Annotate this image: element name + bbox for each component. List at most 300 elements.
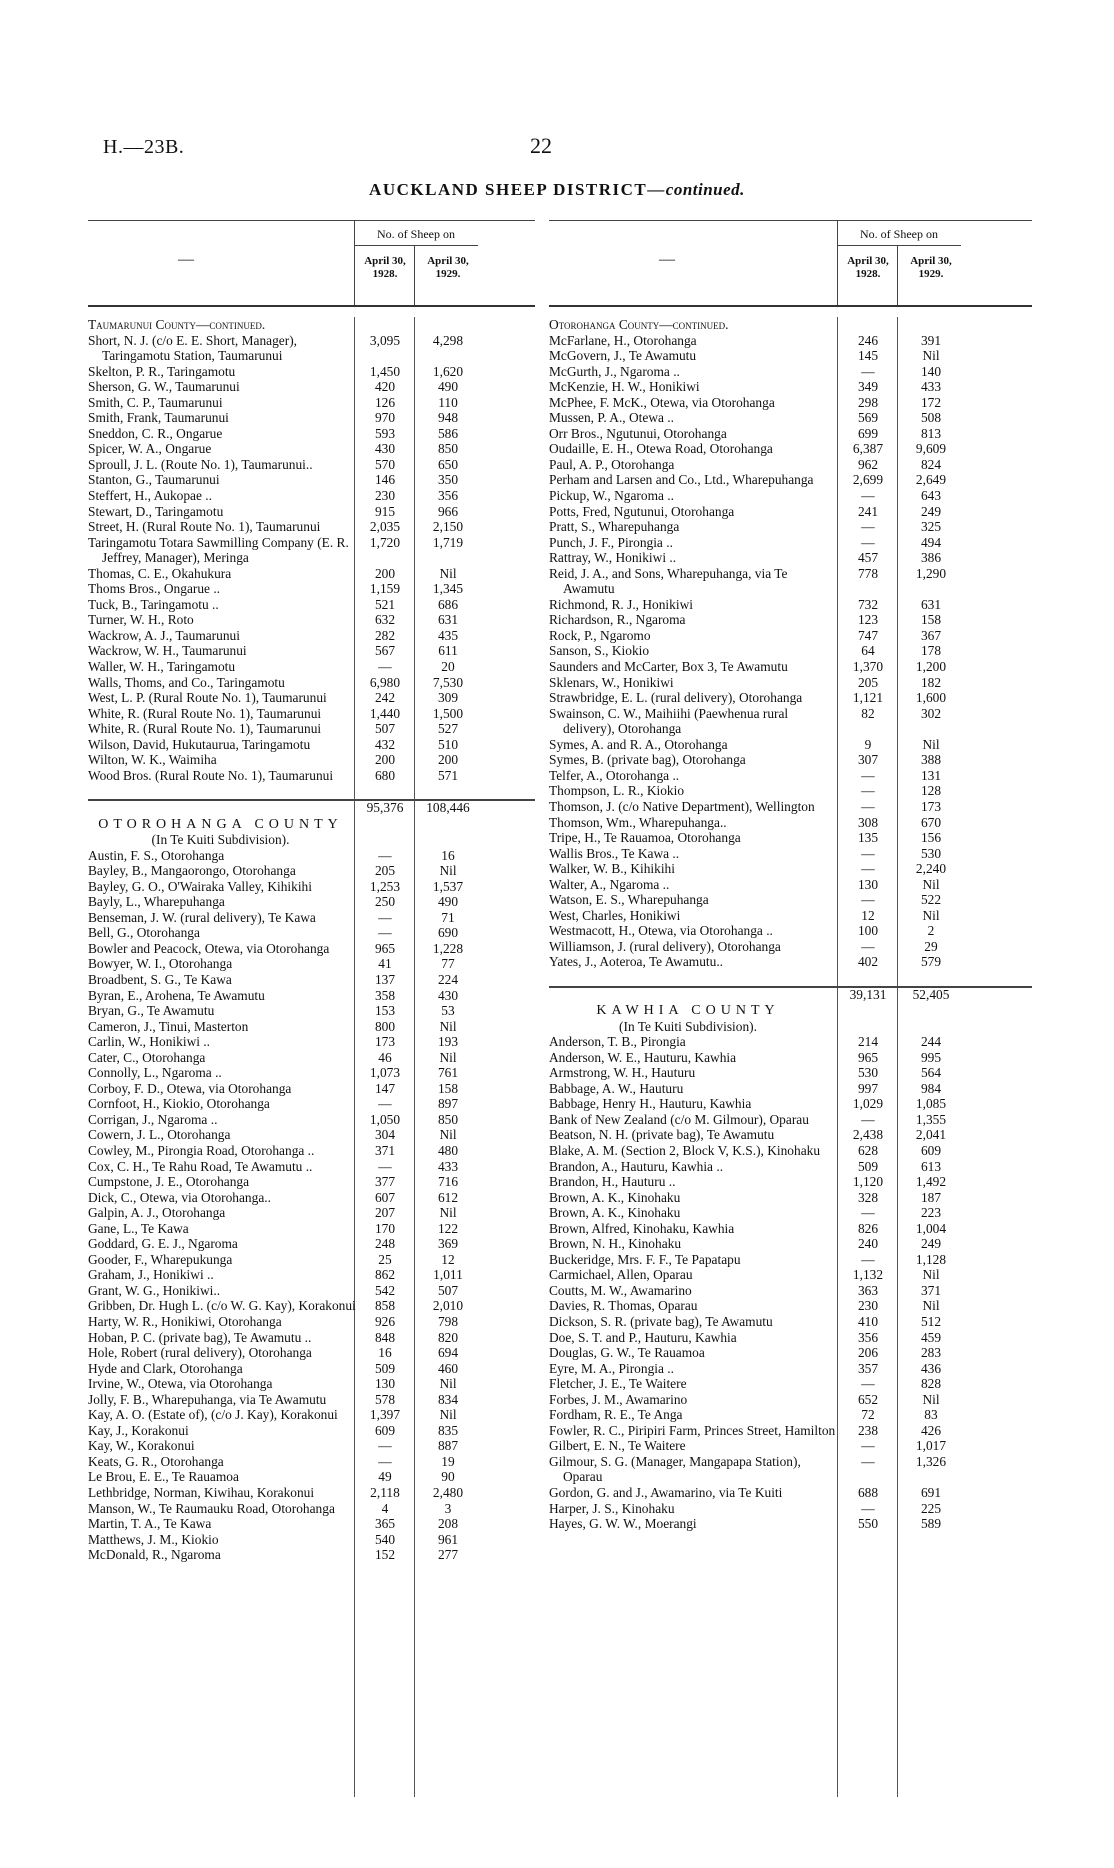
sheep-count-1928: 377 [374, 1174, 396, 1190]
sheep-count-1928: 205 [374, 863, 396, 879]
table-row [549, 1236, 1032, 1252]
sheep-count-1928: 3,095 [369, 332, 401, 348]
sheep-count-1929: 309 [437, 690, 459, 706]
sheep-count-1929: 631 [920, 596, 942, 612]
table-row [549, 690, 1032, 706]
sheep-count-1928: 848 [374, 1329, 396, 1345]
sheep-count-1929: 494 [920, 534, 942, 550]
sheep-count-1928: 542 [374, 1282, 396, 1298]
sheep-count-1929: 426 [920, 1422, 942, 1438]
table-row [549, 1159, 1032, 1175]
owner-name: Richmond, R. J., Honikiwi [549, 596, 693, 612]
table-row [88, 426, 535, 442]
owner-name: Walls, Thoms, and Co., Taringamotu [88, 674, 285, 690]
sheep-count-1928: 1,720 [369, 534, 401, 550]
sheep-count-1928: 365 [374, 1516, 396, 1532]
table-row [88, 721, 535, 737]
owner-name: Rattray, W., Honikiwi .. [549, 550, 677, 566]
section-continued-heading [549, 317, 1032, 333]
sheep-count-1928: 688 [857, 1485, 879, 1501]
column-header-1928: April 30, 1928. [364, 255, 406, 280]
table-row [88, 1034, 535, 1050]
owner-name: Sproull, J. L. (Route No. 1), Taumarunui.. [88, 456, 313, 472]
sheep-count-1929: 200 [437, 752, 459, 768]
owner-name: Harty, W. R., Honikiwi, Otorohanga [88, 1314, 282, 1329]
sheep-count-1928: 1,370 [852, 659, 884, 675]
owner-name: Smith, C. P., Taumarunui [88, 394, 223, 410]
sheep-count-1929: 1,345 [432, 581, 464, 597]
owner-name: Beatson, N. H. (private bag), Te Awamutu [549, 1127, 775, 1143]
sheep-count-1929: 367 [920, 627, 942, 643]
sheep-count-1928: 200 [374, 752, 396, 768]
table-row [88, 628, 535, 644]
owner-name: Babbage, Henry H., Hauturu, Kawhia [549, 1096, 752, 1112]
owner-name: Grant, W. G., Honikiwi.. [88, 1282, 221, 1298]
sheep-count-1928: — [861, 783, 875, 799]
owner-name: Oudaille, E. H., Otewa Road, Otorohanga [549, 441, 773, 457]
sheep-count-1929: 53 [441, 1003, 455, 1019]
sheep-count-1928: 126 [374, 394, 396, 410]
sheep-count-1929: 897 [437, 1096, 459, 1112]
owner-name: Perham and Larsen and Co., Ltd., Wharepuhanga [549, 472, 814, 488]
table-row [88, 1423, 535, 1439]
sheep-count-1929: 459 [920, 1329, 942, 1345]
table-row [88, 1485, 535, 1501]
table-row [88, 988, 535, 1004]
sheep-count-1929: 1,085 [915, 1096, 947, 1112]
sheep-count-1928: — [378, 1158, 392, 1174]
sheep-count-1929: 835 [437, 1422, 459, 1438]
table-row [549, 488, 1032, 504]
owner-name: Williamson, J. (rural delivery), Otorohanga [549, 938, 781, 954]
owner-name: Symes, A. and R. A., Otorohanga [549, 736, 728, 752]
owner-name: Davies, R. Thomas, Oparau [549, 1298, 698, 1314]
table-row [549, 1174, 1032, 1190]
owner-name: Swainson, C. W., Maihiihi (Paewhenua rural delivery), Otorohanga [549, 705, 789, 737]
sheep-count-1929: Nil [922, 1298, 940, 1314]
sheep-count-1928: 609 [374, 1422, 396, 1438]
table-row [88, 956, 535, 972]
sheep-count-1929: 586 [437, 425, 459, 441]
table-row [88, 1174, 535, 1190]
sheep-count-1928: 800 [374, 1018, 396, 1034]
sheep-count-1929: 391 [920, 332, 942, 348]
owner-name: Walter, A., Ngaroma .. [549, 876, 670, 892]
table-row [549, 1330, 1032, 1346]
table-row [549, 441, 1032, 457]
owner-name: Dickson, S. R. (private bag), Te Awamutu [549, 1314, 773, 1329]
owner-name: Wood Bros. (Rural Route No. 1), Taumarunui [88, 767, 334, 783]
sheep-count-1928: 200 [374, 565, 396, 581]
sheep-count-1929: 173 [920, 798, 942, 814]
sheep-count-1928: 100 [857, 923, 879, 939]
sheep-count-1929: 510 [437, 736, 459, 752]
table-row [549, 877, 1032, 893]
sheep-count-1928: 1,159 [369, 581, 401, 597]
table-row [88, 1547, 535, 1563]
table-row [549, 752, 1032, 768]
owner-name: Anderson, W. E., Hauturu, Kawhia [549, 1049, 737, 1065]
owner-name: Stanton, G., Taumarunui [88, 472, 220, 488]
table-row [549, 675, 1032, 691]
owner-name: White, R. (Rural Route No. 1), Taumarunui [88, 705, 322, 721]
page-title-main: AUCKLAND SHEEP DISTRICT— [369, 180, 666, 199]
sheep-count-1929: 948 [437, 410, 459, 426]
sheep-count-1929: 1,290 [915, 565, 947, 581]
sheep-count-1929: 613 [920, 1158, 942, 1174]
sheep-count-1929: 436 [920, 1360, 942, 1376]
sheep-count-1928: — [861, 938, 875, 954]
sheep-count-1928: — [861, 1500, 875, 1516]
sheep-count-1929: 1,200 [915, 659, 947, 675]
table-row [88, 379, 535, 395]
table-body [88, 317, 535, 1563]
owner-name: Brown, Alfred, Kinohaku, Kawhia [549, 1220, 735, 1236]
spacer [88, 783, 535, 799]
owner-name: Babbage, A. W., Hauturu [549, 1080, 684, 1096]
owner-name: McGovern, J., Te Awamutu [549, 348, 697, 364]
sheep-count-1928: 1,120 [852, 1174, 884, 1190]
sheep-count-1928: 652 [857, 1391, 879, 1407]
sheep-count-1929: 1,128 [915, 1251, 947, 1267]
owner-name: Irvine, W., Otewa, via Otorohanga [88, 1376, 273, 1392]
sheep-count-1928: 4 [381, 1500, 389, 1516]
table-row [88, 364, 535, 380]
table-row [549, 1096, 1032, 1112]
table-row [549, 1143, 1032, 1159]
sheep-count-1928: 39,131 [849, 986, 887, 1002]
sheep-count-1928: 1,073 [369, 1065, 401, 1081]
table-row [549, 612, 1032, 628]
sheep-count-1929: 172 [920, 394, 942, 410]
table-row [88, 879, 535, 895]
owner-name: Yates, J., Aoteroa, Te Awamutu.. [549, 954, 724, 970]
sheep-count-1929: 225 [920, 1500, 942, 1516]
table-row [88, 768, 535, 784]
sheep-count-1928: — [861, 892, 875, 908]
sheep-count-1928: 607 [374, 1189, 396, 1205]
sheep-count-1929: 156 [920, 830, 942, 846]
table-row [88, 1096, 535, 1112]
sheep-count-1928: 1,440 [369, 705, 401, 721]
table-row [88, 848, 535, 864]
page-title-continued: continued. [665, 180, 745, 199]
sheep-count-1929: 223 [920, 1205, 942, 1221]
table-row [88, 612, 535, 628]
owner-name: Gordon, G. and J., Awamarino, via Te Kuiti [549, 1485, 783, 1501]
sheep-count-1929: Nil [439, 1127, 457, 1143]
owner-name: Wackrow, A. J., Taumarunui [88, 627, 240, 643]
sheep-count-1928: 2,035 [369, 519, 401, 535]
sheep-count-1928: — [861, 1438, 875, 1454]
sheep-count-1929: 2 [927, 923, 935, 939]
sheep-count-1928: 570 [374, 456, 396, 472]
owner-name: Coutts, M. W., Awamarino [549, 1282, 692, 1298]
owner-name: Brown, N. H., Kinohaku [549, 1236, 682, 1252]
sheep-count-1928: 578 [374, 1391, 396, 1407]
sheep-count-1929: 798 [437, 1314, 459, 1329]
table-row [549, 1407, 1032, 1423]
owner-name: Brown, A. K., Kinohaku [549, 1189, 681, 1205]
owner-name: Wackrow, W. H., Taumarunui [88, 643, 247, 659]
row-label: KAWHIA COUNTY [596, 1003, 780, 1019]
sheep-count-1928: 432 [374, 736, 396, 752]
owner-name: Keats, G. R., Otorohanga [88, 1453, 224, 1469]
sheep-count-1928: 680 [374, 767, 396, 783]
sheep-count-1929: 108,446 [426, 799, 470, 815]
owner-name: Wilson, David, Hukutaurua, Taringamotu [88, 736, 311, 752]
sheep-count-1929: 522 [920, 892, 942, 908]
sheep-count-1929: 995 [920, 1049, 942, 1065]
owner-name: Cater, C., Otorohanga [88, 1049, 206, 1065]
sheep-count-1929: Nil [439, 565, 457, 581]
sheep-count-1929: 2,041 [915, 1127, 947, 1143]
table-row [88, 504, 535, 520]
sheep-count-1929: 128 [920, 783, 942, 799]
table-row [549, 1298, 1032, 1314]
table-row [549, 1454, 1032, 1485]
owner-name: Carlin, W., Honikiwi .. [88, 1034, 211, 1050]
table-row [88, 1407, 535, 1423]
owner-name: Bryan, G., Te Awamutu [88, 1003, 215, 1019]
sheep-count-1929: 1,537 [432, 878, 464, 894]
table-row [549, 799, 1032, 815]
sheep-count-1929: 244 [920, 1034, 942, 1050]
owner-name: Dick, C., Otewa, via Otorohanga.. [88, 1189, 271, 1205]
sheep-count-1928: 926 [374, 1314, 396, 1329]
owner-name: Short, N. J. (c/o E. E. Short, Manager), Taringamotu Station, Taumarunui [88, 332, 298, 364]
owner-name: Carmichael, Allen, Oparau [549, 1267, 693, 1283]
row-label: Otorohanga County—continued. [549, 317, 729, 332]
sheep-count-1928: 246 [857, 332, 879, 348]
owner-name: Taringamotu Totara Sawmilling Company (E. R. Jeffrey, Manager), Meringa [88, 534, 349, 566]
table-row [88, 1065, 535, 1081]
sheep-count-1928: 242 [374, 690, 396, 706]
table-row [549, 333, 1032, 349]
owner-name: Harper, J. S., Kinohaku [549, 1500, 675, 1516]
sheep-count-1928: 2,118 [370, 1485, 400, 1501]
sheep-count-1929: 193 [437, 1034, 459, 1050]
table-row [88, 737, 535, 753]
table-row [549, 643, 1032, 659]
sheep-count-1929: 224 [437, 971, 459, 987]
sheep-count-1928: 207 [374, 1205, 396, 1221]
table-row [88, 1267, 535, 1283]
sheep-count-1928: 6,980 [369, 674, 401, 690]
sheep-count-1929: 435 [437, 627, 459, 643]
owner-name: Gribben, Dr. Hugh L. (c/o W. G. Kay), Korakonui [88, 1298, 356, 1314]
table-row [88, 1438, 535, 1454]
sheep-count-1928: 250 [374, 894, 396, 910]
owner-name: Hayes, G. W. W., Moerangi [549, 1516, 697, 1532]
table-row [88, 925, 535, 941]
sheep-count-1929: 140 [920, 363, 942, 379]
sheep-count-1929: 650 [437, 456, 459, 472]
sheep-count-1928: — [861, 1251, 875, 1267]
table-row [549, 1267, 1032, 1283]
owner-name: West, L. P. (Rural Route No. 1), Taumarunui [88, 690, 327, 706]
sheep-count-1928: 430 [374, 441, 396, 457]
spacer [549, 970, 1032, 986]
owner-name: Graham, J., Honikiwi .. [88, 1267, 214, 1283]
table-row [88, 1392, 535, 1408]
table-row [549, 908, 1032, 924]
sheep-count-1929: 984 [920, 1080, 942, 1096]
sheep-count-1929: 2,480 [432, 1485, 464, 1501]
owner-name: McDonald, R., Ngaroma [88, 1547, 221, 1563]
sheep-count-1929: 7,530 [432, 674, 464, 690]
sheep-count-1929: 609 [920, 1142, 942, 1158]
sheep-count-1929: Nil [922, 348, 940, 364]
table-row [549, 1314, 1032, 1330]
sheep-count-1928: — [861, 798, 875, 814]
table-row [88, 1361, 535, 1377]
sheep-count-1928: 540 [374, 1531, 396, 1547]
sheep-count-1929: 490 [437, 379, 459, 395]
table-header [549, 220, 1032, 307]
sheep-count-1928: 997 [857, 1080, 879, 1096]
sheep-count-1929: 761 [437, 1065, 459, 1081]
sheep-count-1929: 71 [441, 909, 455, 925]
table-row [549, 783, 1032, 799]
owner-name: Cox, C. H., Te Rahu Road, Te Awamutu .. [88, 1158, 313, 1174]
owner-name: Orr Bros., Ngutunui, Otorohanga [549, 425, 727, 441]
sheep-count-1929: 20 [441, 659, 455, 675]
sheep-count-1929: 490 [437, 894, 459, 910]
sheep-count-1929: 828 [920, 1376, 942, 1392]
owner-name: Pratt, S., Wharepuhanga [549, 519, 680, 535]
owner-name: Thomas, C. E., Okahukura [88, 565, 232, 581]
sheep-count-1929: 824 [920, 456, 942, 472]
sheep-count-1928: 135 [857, 830, 879, 846]
sheep-count-1929: 1,011 [433, 1267, 463, 1283]
sheep-count-1928: 356 [857, 1329, 879, 1345]
sheep-count-1928: 970 [374, 410, 396, 426]
owner-name: Rock, P., Ngaromo [549, 627, 651, 643]
owner-name: Street, H. (Rural Route No. 1), Taumarunui [88, 519, 321, 535]
sheep-count-1928: 357 [857, 1360, 879, 1376]
owner-name: Punch, J. F., Pirongia .. [549, 534, 673, 550]
document-reference: H.—23B. [103, 136, 185, 158]
table-row [549, 706, 1032, 737]
row-label: OTOROHANGA COUNTY [98, 816, 343, 832]
table-row [88, 863, 535, 879]
sheep-count-1929: 850 [437, 1111, 459, 1127]
owner-name: West, Charles, Honikiwi [549, 907, 681, 923]
owner-name: McPhee, F. McK., Otewa, via Otorohanga [549, 394, 775, 410]
sheep-count-1928: 307 [857, 752, 879, 768]
owner-name: Steffert, H., Aukopae .. [88, 488, 212, 504]
row-label: Taumarunui County—continued. [88, 317, 266, 332]
table-row [549, 1376, 1032, 1392]
sheep-count-1929: 208 [437, 1516, 459, 1532]
sheep-count-1928: 41 [378, 956, 392, 972]
owner-name: Eyre, M. A., Pirongia .. [549, 1360, 674, 1376]
divider [897, 245, 898, 305]
name-column-header: — [659, 251, 675, 268]
table-row [88, 752, 535, 768]
total-row [88, 799, 535, 815]
sheep-count-1928: 965 [857, 1049, 879, 1065]
left-column [88, 220, 535, 1563]
owner-name: Potts, Fred, Ngutunui, Otorohanga [549, 503, 735, 519]
sheep-count-1929: 716 [437, 1174, 459, 1190]
sheep-count-1929: 1,355 [915, 1111, 947, 1127]
owner-name: Kay, W., Korakonui [88, 1438, 195, 1454]
table-row [88, 597, 535, 613]
owner-name: Byran, E., Arohena, Te Awamutu [88, 987, 265, 1003]
owner-name: Cowern, J. L., Otorohanga [88, 1127, 231, 1143]
owner-name: Wilton, W. K., Waimiha [88, 752, 217, 768]
owner-name: Wallis Bros., Te Kawa .. [549, 845, 680, 861]
sheep-count-1929: 611 [438, 643, 458, 659]
owner-name: McFarlane, H., Otorohanga [549, 332, 697, 348]
table-row [88, 457, 535, 473]
sheep-count-1928: 858 [374, 1298, 396, 1314]
table-row [88, 519, 535, 535]
table-row [549, 1438, 1032, 1454]
owner-name: Martin, T. A., Te Kawa [88, 1516, 212, 1532]
owner-name: Hoban, P. C. (private bag), Te Awamutu .. [88, 1329, 312, 1345]
owner-name: Paul, A. P., Otorohanga [549, 456, 675, 472]
table-row [549, 1516, 1032, 1532]
table-row [88, 1501, 535, 1517]
sheep-count-1929: 356 [437, 488, 459, 504]
county-heading [549, 1003, 1032, 1019]
owner-name: Le Brou, E. E., Te Rauamoa [88, 1469, 239, 1485]
owner-name: Bowyer, W. I., Otorohanga [88, 956, 233, 972]
sheep-count-1928: 147 [374, 1080, 396, 1096]
sheep-count-1929: 283 [920, 1345, 942, 1361]
owner-name: Walker, W. B., Kihikihi [549, 861, 675, 877]
table-row [88, 972, 535, 988]
sheep-count-1929: 1,719 [432, 534, 464, 550]
table-row [88, 1050, 535, 1066]
divider [837, 245, 961, 246]
owner-name: Doe, S. T. and P., Hauturu, Kawhia [549, 1329, 737, 1345]
sheep-count-1929: 187 [920, 1189, 942, 1205]
sheep-count-1928: 72 [861, 1407, 875, 1423]
sheep-count-1928: 49 [378, 1469, 392, 1485]
sheep-count-1928: 308 [857, 814, 879, 830]
sheep-count-1928: — [861, 519, 875, 535]
sheep-count-1929: 643 [920, 488, 942, 504]
sheep-count-1928: 349 [857, 379, 879, 395]
sheep-count-1929: 386 [920, 550, 942, 566]
sheep-count-1929: 77 [441, 956, 455, 972]
sheep-count-1928: 240 [857, 1236, 879, 1252]
sheep-count-1929: 433 [920, 379, 942, 395]
owner-name: Galpin, A. J., Otorohanga [88, 1205, 226, 1221]
table-row [549, 566, 1032, 597]
sheep-count-1928: 206 [857, 1345, 879, 1361]
table-row [549, 1345, 1032, 1361]
table-row [549, 628, 1032, 644]
table-row [549, 1127, 1032, 1143]
sheep-count-1928: 778 [857, 565, 879, 581]
sheep-count-1929: 302 [920, 705, 942, 721]
owner-name: Manson, W., Te Raumauku Road, Otorohanga [88, 1500, 335, 1516]
sheep-count-1929: 3 [444, 1500, 452, 1516]
owner-name: Fordham, R. E., Te Anga [549, 1407, 683, 1423]
table-row [88, 1236, 535, 1252]
sheep-count-1928: 2,699 [852, 472, 884, 488]
sheep-count-1928: 732 [857, 596, 879, 612]
sheep-count-1929: 131 [920, 767, 942, 783]
owner-name: Bayley, B., Mangaorongo, Otorohanga [88, 863, 296, 879]
county-subheading [549, 1019, 1032, 1035]
sheep-count-1928: 410 [857, 1314, 879, 1329]
